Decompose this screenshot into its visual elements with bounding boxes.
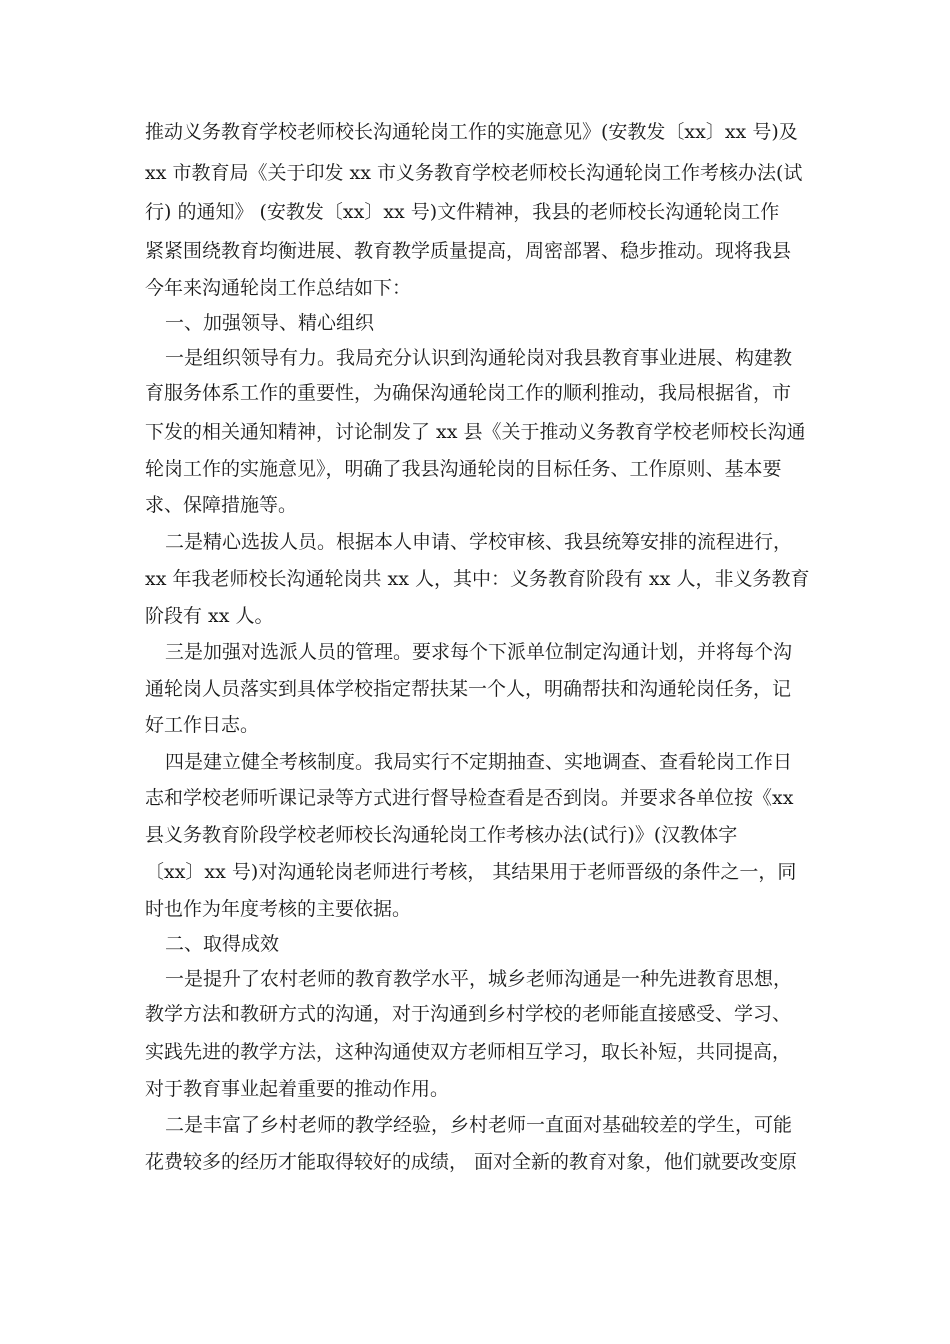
text-line: 实践先进的教学方法，这种沟通使双方老师相互学习，取长补短，共同提高， bbox=[145, 1041, 792, 1063]
text-line: 推动义务教育学校老师校长沟通轮岗工作的实施意见》(安教发〔xx〕xx 号)及 bbox=[145, 121, 798, 143]
text-line: 好工作日志。 bbox=[145, 714, 260, 736]
section-heading: 一、加强领导、精心组织 bbox=[165, 312, 375, 334]
paragraph-start: 一是提升了农村老师的教育教学水平，城乡老师沟通是一种先进教育思想， bbox=[165, 968, 793, 990]
text-line: 轮岗工作的实施意见》，明确了我县沟通轮岗的目标任务、工作原则、基本要 bbox=[145, 458, 782, 480]
paragraph-start: 二是精心选拔人员。根据本人申请、学校审核、我县统筹安排的流程进行， bbox=[165, 531, 793, 553]
text-line: 花费较多的经历才能取得较好的成绩， 面对全新的教育对象，他们就要改变原 bbox=[145, 1151, 798, 1173]
paragraph-start: 四是建立健全考核制度。我局实行不定期抽查、实地调查、查看轮岗工作日 bbox=[165, 751, 793, 773]
paragraph-start: 三是加强对选派人员的管理。要求每个下派单位制定沟通计划，并将每个沟 bbox=[165, 641, 793, 663]
paragraph-start: 一是组织领导有力。我局充分认识到沟通轮岗对我县教育事业进展、构建教 bbox=[165, 347, 793, 369]
text-line: 〔xx〕xx 号)对沟通轮岗老师进行考核， 其结果用于老师晋级的条件之一，同 bbox=[145, 861, 797, 883]
text-line: 通轮岗人员落实到具体学校指定帮扶某一个人，明确帮扶和沟通轮岗任务，记 bbox=[145, 678, 792, 700]
text-line: 育服务体系工作的重要性，为确保沟通轮岗工作的顺利推动，我局根据省，市 bbox=[145, 382, 792, 404]
text-line: 今年来沟通轮岗工作总结如下： bbox=[145, 277, 412, 299]
paragraph-start: 二是丰富了乡村老师的教学经验，乡村老师一直面对基础较差的学生，可能 bbox=[165, 1114, 793, 1136]
text-line: 教学方法和教研方式的沟通，对于沟通到乡村学校的老师能直接感受、学习、 bbox=[145, 1003, 792, 1025]
text-line: 下发的相关通知精神，讨论制发了 xx 县《关于推动义务教育学校老师校长沟通 bbox=[145, 421, 806, 443]
text-line: 行) 的通知》 (安教发〔xx〕xx 号)文件精神，我县的老师校长沟通轮岗工作 bbox=[145, 201, 780, 223]
text-line: 阶段有 xx 人。 bbox=[145, 605, 274, 627]
text-line: 时也作为年度考核的主要依据。 bbox=[145, 898, 412, 920]
text-line: 紧紧围绕教育均衡进展、教育教学质量提高，周密部署、稳步推动。现将我县 bbox=[145, 240, 792, 262]
text-line: 志和学校老师听课记录等方式进行督导检查看是否到岗。并要求各单位按《xx bbox=[145, 787, 794, 809]
text-line: 县义务教育阶段学校老师校长沟通轮岗工作考核办法(试行)》(汉教体字 bbox=[145, 824, 738, 846]
text-line: xx 年我老师校长沟通轮岗共 xx 人，其中：义务教育阶段有 xx 人，非义务教育 bbox=[145, 568, 810, 590]
text-line: 求、保障措施等。 bbox=[145, 494, 298, 516]
text-line: 对于教育事业起着重要的推动作用。 bbox=[145, 1078, 450, 1100]
section-heading: 二、取得成效 bbox=[165, 933, 280, 955]
text-line: xx 市教育局《关于印发 xx 市义务教育学校老师校长沟通轮岗工作考核办法(试 bbox=[145, 162, 803, 184]
